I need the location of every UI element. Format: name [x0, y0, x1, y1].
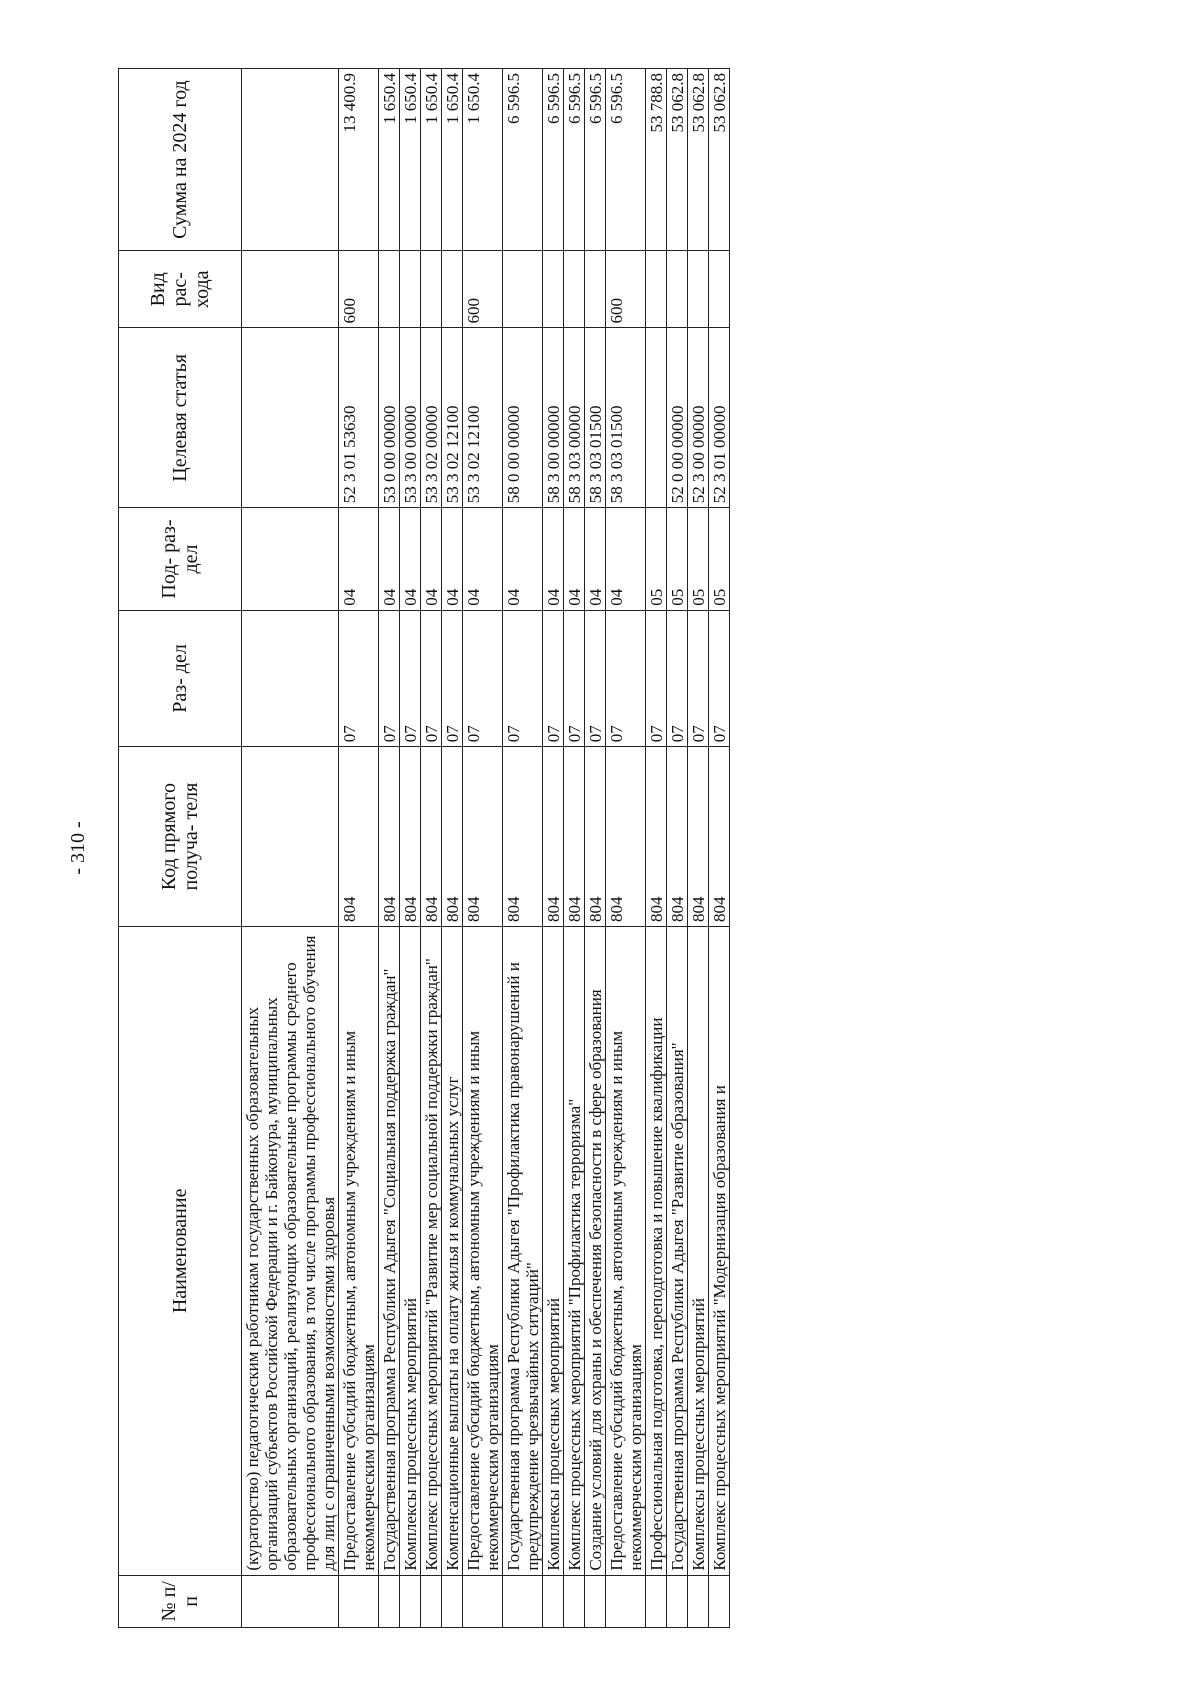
cell-summa: 6 596.5: [543, 69, 564, 251]
cell-num: [564, 1575, 585, 1627]
header-celevaya: Целевая статья: [119, 328, 242, 508]
header-num: № п/п: [119, 1575, 242, 1627]
cell-podrazdel: 04: [379, 508, 400, 610]
table-row: [379, 69, 400, 1628]
rotated-page-content: [118, 68, 1053, 1628]
table-row: [442, 69, 463, 1628]
cell-razdel: 07: [442, 610, 463, 747]
cell-razdel: 07: [564, 610, 585, 747]
cell-name: Компенсационные выплаты на оплату жилья и коммунальных услуг: [442, 927, 463, 1576]
cell-vid: [585, 251, 606, 328]
cell-razdel: 07: [606, 610, 646, 747]
table-row: [421, 69, 442, 1628]
cell-vid: 600: [463, 251, 503, 328]
cell-num: [606, 1575, 646, 1627]
table-body: [242, 69, 730, 1628]
cell-name: Создание условий для охраны и обеспечения безопасности в сфере образования: [585, 927, 606, 1576]
cell-celevaya: 58 3 03 00000: [564, 328, 585, 508]
cell-name: Предоставление субсидий бюджетным, автономным учреждениям и иным некоммерческим организациям: [339, 927, 379, 1576]
cell-podrazdel: 04: [339, 508, 379, 610]
cell-celevaya: 52 3 01 53630: [339, 328, 379, 508]
cell-podrazdel: 04: [606, 508, 646, 610]
cell-razdel: 07: [503, 610, 543, 747]
cell-celevaya: 52 3 00 00000: [688, 328, 709, 508]
cell-summa: [242, 69, 339, 251]
cell-podrazdel: 04: [463, 508, 503, 610]
cell-code: 804: [503, 747, 543, 927]
cell-celevaya: 53 3 02 12100: [463, 328, 503, 508]
table-row: [688, 69, 709, 1628]
cell-celevaya: 58 3 03 01500: [606, 328, 646, 508]
cell-vid: [400, 251, 421, 328]
cell-summa: 6 596.5: [585, 69, 606, 251]
cell-code: 804: [339, 747, 379, 927]
cell-code: [242, 747, 339, 927]
table-row: [543, 69, 564, 1628]
cell-name: Комплексы процессных мероприятий: [688, 927, 709, 1576]
cell-summa: 13 400.9: [339, 69, 379, 251]
cell-vid: 600: [339, 251, 379, 328]
cell-name: Предоставление субсидий бюджетным, автономным учреждениям и иным некоммерческим организациям: [463, 927, 503, 1576]
cell-celevaya: 58 0 00 00000: [503, 328, 543, 508]
cell-vid: [421, 251, 442, 328]
cell-code: 804: [463, 747, 503, 927]
cell-summa: 1 650.4: [379, 69, 400, 251]
cell-name: Профессиональная подготовка, переподготовка и повышение квалификации: [646, 927, 667, 1576]
cell-vid: [564, 251, 585, 328]
cell-summa: 53 062.8: [688, 69, 709, 251]
cell-razdel: 07: [667, 610, 688, 747]
table-row: [564, 69, 585, 1628]
cell-code: 804: [585, 747, 606, 927]
cell-podrazdel: 04: [421, 508, 442, 610]
cell-num: [421, 1575, 442, 1627]
cell-num: [503, 1575, 543, 1627]
cell-razdel: 07: [339, 610, 379, 747]
cell-vid: [543, 251, 564, 328]
table-row: [709, 69, 730, 1628]
cell-name: (кураторство) педагогическим работникам государственных образовательных организаций субъектов Российской Федерации и г. Байконура, муниципальных образовательных организаций, реализующих образовательные программы среднего профессионального образования, в том числе программы профессионального обучения для лиц с ограниченными возможностями здоровья: [242, 927, 339, 1576]
cell-vid: [688, 251, 709, 328]
cell-vid: [503, 251, 543, 328]
header-razdel: Раз- дел: [119, 610, 242, 747]
cell-razdel: 07: [400, 610, 421, 747]
cell-num: [543, 1575, 564, 1627]
cell-celevaya: [242, 328, 339, 508]
table-header: [119, 69, 242, 1628]
cell-code: 804: [543, 747, 564, 927]
cell-celevaya: 52 0 00 00000: [667, 328, 688, 508]
cell-razdel: 07: [543, 610, 564, 747]
header-code: Код прямого получа- теля: [119, 747, 242, 927]
cell-code: 804: [606, 747, 646, 927]
cell-code: 804: [709, 747, 730, 927]
cell-code: 804: [564, 747, 585, 927]
cell-code: 804: [667, 747, 688, 927]
cell-num: [585, 1575, 606, 1627]
table-row: [242, 69, 339, 1628]
cell-vid: [442, 251, 463, 328]
cell-celevaya: 53 0 00 00000: [379, 328, 400, 508]
cell-summa: 1 650.4: [442, 69, 463, 251]
cell-num: [442, 1575, 463, 1627]
cell-razdel: 07: [646, 610, 667, 747]
cell-razdel: 07: [585, 610, 606, 747]
table-row: [646, 69, 667, 1628]
cell-num: [688, 1575, 709, 1627]
cell-podrazdel: 04: [585, 508, 606, 610]
cell-razdel: 07: [463, 610, 503, 747]
page-number: - 310 -: [67, 821, 89, 875]
cell-summa: 6 596.5: [564, 69, 585, 251]
cell-razdel: 07: [709, 610, 730, 747]
cell-num: [463, 1575, 503, 1627]
cell-podrazdel: 05: [709, 508, 730, 610]
cell-vid: [242, 251, 339, 328]
cell-podrazdel: 05: [646, 508, 667, 610]
cell-podrazdel: 04: [503, 508, 543, 610]
cell-vid: [667, 251, 688, 328]
table-row: [667, 69, 688, 1628]
table-row: [585, 69, 606, 1628]
cell-name: Комплекс процессных мероприятий "Профилактика терроризма": [564, 927, 585, 1576]
cell-celevaya: 53 3 00 00000: [400, 328, 421, 508]
cell-name: Комплекс процессных мероприятий "Модернизация образования и: [709, 927, 730, 1576]
cell-num: [339, 1575, 379, 1627]
cell-celevaya: 58 3 00 00000: [543, 328, 564, 508]
cell-name: Государственная программа Республики Адыгея "Профилактика правонарушений и предупреждение чрезвычайных ситуаций": [503, 927, 543, 1576]
cell-code: 804: [421, 747, 442, 927]
cell-code: 804: [646, 747, 667, 927]
cell-name: Государственная программа Республики Адыгея "Социальная поддержка граждан": [379, 927, 400, 1576]
cell-summa: 1 650.4: [400, 69, 421, 251]
cell-summa: 53 062.8: [667, 69, 688, 251]
cell-podrazdel: 04: [400, 508, 421, 610]
cell-celevaya: 53 3 02 12100: [442, 328, 463, 508]
table-row: [463, 69, 503, 1628]
cell-num: [709, 1575, 730, 1627]
cell-celevaya: 58 3 03 01500: [585, 328, 606, 508]
cell-code: 804: [400, 747, 421, 927]
cell-name: Предоставление субсидий бюджетным, автономным учреждениям и иным некоммерческим организациям: [606, 927, 646, 1576]
budget-table: [118, 68, 730, 1628]
cell-razdel: 07: [379, 610, 400, 747]
cell-name: Комплексы процессных мероприятий: [543, 927, 564, 1576]
cell-vid: [646, 251, 667, 328]
cell-vid: 600: [606, 251, 646, 328]
table-row: [606, 69, 646, 1628]
cell-summa: 1 650.4: [421, 69, 442, 251]
cell-vid: [709, 251, 730, 328]
cell-num: [379, 1575, 400, 1627]
header-summa: Сумма на 2024 год: [119, 69, 242, 251]
cell-podrazdel: 04: [442, 508, 463, 610]
cell-summa: 6 596.5: [503, 69, 543, 251]
cell-podrazdel: 04: [543, 508, 564, 610]
cell-vid: [379, 251, 400, 328]
cell-celevaya: [646, 328, 667, 508]
table-row: [339, 69, 379, 1628]
table-row: [503, 69, 543, 1628]
cell-razdel: [242, 610, 339, 747]
cell-name: Государственная программа Республики Адыгея "Развитие образования": [667, 927, 688, 1576]
cell-num: [667, 1575, 688, 1627]
cell-podrazdel: 05: [667, 508, 688, 610]
header-name: Наименование: [119, 927, 242, 1576]
cell-code: 804: [379, 747, 400, 927]
cell-name: Комплекс процессных мероприятий "Развитие мер социальной поддержки граждан": [421, 927, 442, 1576]
header-vid: Вид рас- хода: [119, 251, 242, 328]
cell-podrazdel: 05: [688, 508, 709, 610]
cell-summa: 53 062.8: [709, 69, 730, 251]
cell-name: Комплексы процессных мероприятий: [400, 927, 421, 1576]
cell-summa: 6 596.5: [606, 69, 646, 251]
cell-podrazdel: [242, 508, 339, 610]
table-row: [400, 69, 421, 1628]
cell-summa: 53 788.8: [646, 69, 667, 251]
cell-podrazdel: 04: [564, 508, 585, 610]
cell-code: 804: [442, 747, 463, 927]
cell-razdel: 07: [688, 610, 709, 747]
cell-num: [400, 1575, 421, 1627]
cell-celevaya: 53 3 02 00000: [421, 328, 442, 508]
cell-num: [242, 1575, 339, 1627]
cell-summa: 1 650.4: [463, 69, 503, 251]
cell-razdel: 07: [421, 610, 442, 747]
header-podrazdel: Под- раз- дел: [119, 508, 242, 610]
cell-celevaya: 52 3 01 00000: [709, 328, 730, 508]
cell-num: [646, 1575, 667, 1627]
cell-code: 804: [688, 747, 709, 927]
